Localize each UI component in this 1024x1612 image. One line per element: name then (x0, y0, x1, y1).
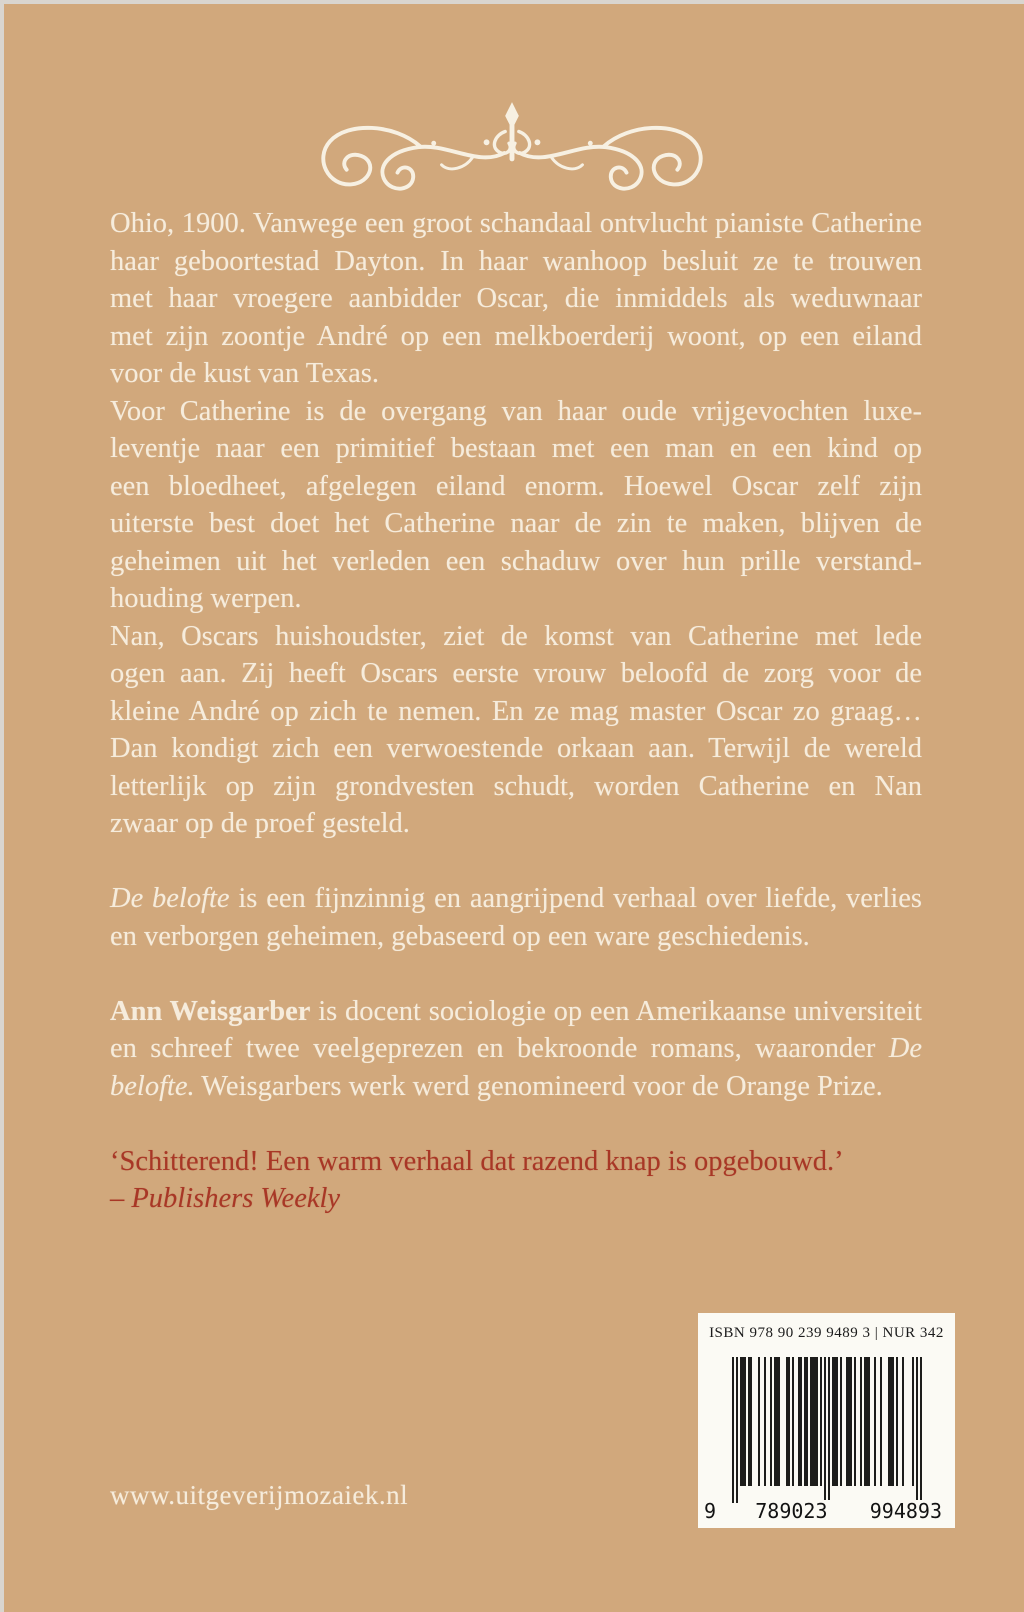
text-line: Ohio, 1900. Vanwege een groot schandaal ontvlucht pianiste Catherine (110, 208, 922, 239)
text-line: Ann Weisgarber is docent sociologie op een Amerikaanse universiteit (110, 995, 923, 1027)
text-line: belofte. Weisgarbers werk werd genomineerd voor de Orange Prize. (110, 1070, 883, 1102)
synopsis-paragraph-3 (110, 618, 922, 843)
text-line: De belofte is een fijnzinnig en aangrijpend verhaal over liefde, verlies (110, 883, 923, 914)
review-quote (110, 1143, 922, 1218)
text-line: een bloedheet, afgelegen eiland enorm. Hoewel Oscar zelf zijn (110, 470, 922, 502)
text-line: ogen aan. Zij heeft Oscars eerste vrouw beloofd de zorg voor de (110, 658, 922, 689)
author-bio-paragraph (110, 993, 922, 1106)
synopsis-paragraph-2 (110, 393, 922, 618)
barcode-digit-group: 994893 (867, 1500, 945, 1522)
text-line: met zijn zoontje André op een melkboerderij woont, op een eiland (110, 320, 922, 352)
barcode-digit-group: 9 (704, 1499, 717, 1523)
text-line: leventje naar een primitief bestaan met een man en een kind op (110, 433, 922, 464)
text-line: Voor Catherine is de overgang van haar oude vrijgevochten luxe- (110, 395, 922, 427)
blurb-paragraph (110, 880, 922, 955)
flourish-icon (238, 96, 786, 214)
text-line: en schreef twee veelgeprezen en bekroonde romans, waaronder De (110, 1033, 922, 1064)
text-line: voor de kust van Texas. (110, 358, 379, 389)
text-line: letterlijk op zijn grondvesten schudt, worden Catherine en Nan (110, 770, 922, 802)
barcode-digit-group: 789023 (752, 1500, 830, 1522)
review-source: – Publishers Weekly (110, 1183, 341, 1214)
synopsis-paragraph-1 (110, 205, 922, 393)
text-line: kleine André op zich te nemen. En ze mag master Oscar zo graag… (110, 695, 922, 727)
text-line: Nan, Oscars huishoudster, ziet de komst van Catherine met lede (110, 620, 922, 652)
isbn-label: ISBN 978 90 239 9489 3 | NUR 342 (709, 1325, 944, 1341)
text-line: haar geboortestad Dayton. In haar wanhoop besluit ze te trouwen (110, 245, 922, 277)
review-quote-text: ‘Schitterend! Een warm verhaal dat razend knap is opgebouwd.’ (110, 1145, 844, 1177)
text-line: met haar vroegere aanbidder Oscar, die inmiddels als weduwnaar (110, 283, 922, 314)
text-line: en verborgen geheimen, gebaseerd op een ware geschiedenis. (110, 920, 810, 952)
barcode-digits (704, 1500, 945, 1522)
text-line: Dan kondigt zich een verwoestende orkaan aan. Terwijl de wereld (110, 733, 922, 764)
barcode-bars (732, 1357, 922, 1507)
author-name: Ann Weisgarber (110, 995, 311, 1027)
text-line: uiterste best doet het Catherine naar de zin te maken, blijven de (110, 508, 922, 539)
text-line: zwaar op de proef gesteld. (110, 808, 410, 839)
text-line: geheimen uit het verleden een schaduw over hun prille verstand- (110, 545, 922, 577)
publisher-website-text: www.uitgeverijmozaiek.nl (110, 1480, 409, 1510)
text-line: houding werpen. (110, 583, 302, 614)
barcode-box (698, 1313, 955, 1528)
synopsis-text (110, 205, 922, 1218)
book-title-italic: De belofte (110, 883, 230, 914)
